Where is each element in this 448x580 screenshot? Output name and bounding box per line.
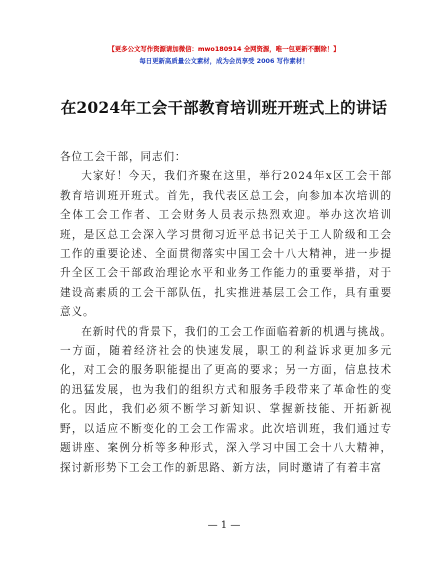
document-title: 在2024年工会干部教育培训班开班式上的讲话	[60, 98, 388, 117]
promo-banner-line-2: 每日更新高质量公文素材，成为会员享受 2006 写作素材！	[139, 57, 309, 65]
promo-banner-line-1: 【更多公文写作资源请加微信：mwo180914 全网资源，唯一包更新不删除！】	[108, 45, 340, 53]
salutation: 各位工会干部，同志们：	[60, 151, 187, 163]
document-body	[60, 148, 392, 478]
paragraph-2: 在新时代的背景下，我们的工会工作面临着新的机遇与挑战。一方面，随着经济社会的快速发展，职工的利益诉求更加多元化，对工会的服务职能提出了更高的要求；另一方面，信息技术的迅猛发展，也为我们的组织方式和服务手段带来了革命性的变化。因此，我们必须不断学习新知识、掌握新技能、开拓新视野，以适应不断变化的工会工作需求。此次培训班，我们通过专题讲座、案例分析等多种形式，深入学习中国工会十八大精神，探讨新形势下工会工作的新思路、新方法，同时邀请了有着丰富	[60, 325, 392, 474]
paragraph-1: 大家好！今天，我们齐聚在这里，举行2024年x区工会干部教育培训班开班式。首先，我代表区总工会，向参加本次培训的全体工会工作者、工会财务人员表示热烈欢迎。举办这次培训班，是区总工会深入学习贯彻习近平总书记关于工人阶级和工会工作的重要论述、全面贯彻落实中国工会十八大精神，进一步提升全区工会干部政治理论水平和业务工作能力的重要举措，对于建设高素质的工会干部队伍，扎实推进基层工会工作，具有重要意义。	[60, 170, 392, 319]
promo-banner	[0, 44, 448, 66]
page-number: — 1 —	[207, 520, 241, 531]
